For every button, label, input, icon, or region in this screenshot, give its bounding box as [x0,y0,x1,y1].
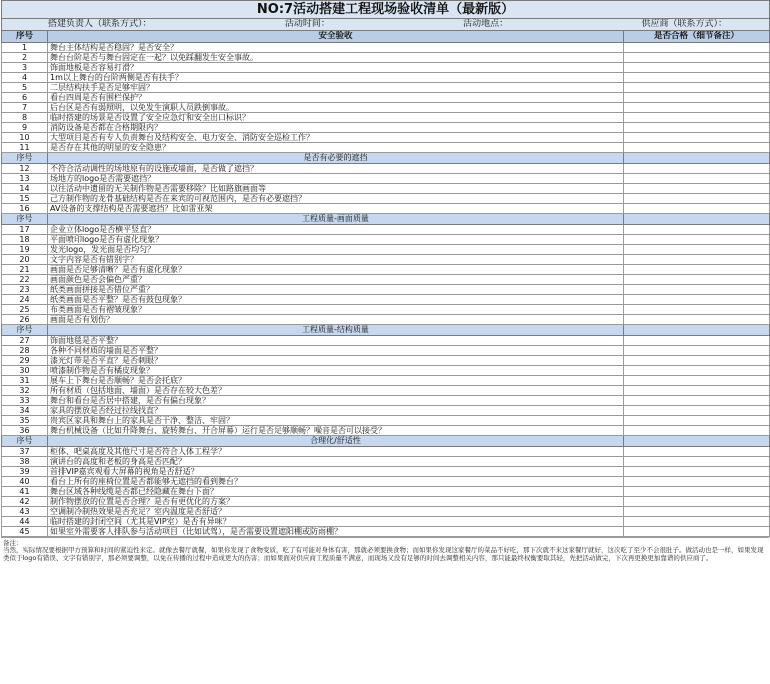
row-pass-cell[interactable] [624,194,770,204]
row-item-text: 舞台机械设备（比如升降舞台、旋转舞台、开合屏幕）运行是否足够顺畅？噪音是否可以接受？ [48,426,624,436]
row-item-text: 二层结构扶手是否足够牢固？ [48,83,624,93]
table-row [2,225,770,235]
row-number: 45 [2,527,48,537]
row-item-text: 临时搭建的场景是否设置了安全应急灯和安全出口标识？ [48,113,624,123]
table-row [2,43,770,53]
row-number: 8 [2,113,48,123]
row-number: 23 [2,285,48,295]
row-item-text: 后台区是否有弱照明，以免发生演职人员跌倒事故。 [48,103,624,113]
table-row [2,336,770,346]
row-number: 14 [2,184,48,194]
row-pass-cell[interactable] [624,517,770,527]
table-row [2,93,770,103]
row-item-text: 1m以上舞台的台阶两侧是否有扶手？ [48,73,624,83]
table-row [2,143,770,153]
row-number: 16 [2,204,48,214]
row-pass-cell[interactable] [624,507,770,517]
row-number: 10 [2,133,48,143]
row-pass-cell[interactable] [624,386,770,396]
table-row [2,517,770,527]
row-pass-cell[interactable] [624,356,770,366]
row-item-text: 舞台主体结构是否稳固？是否安全？ [48,43,624,53]
section-title: 工程质量-结构质量 [48,325,624,336]
row-pass-cell[interactable] [624,83,770,93]
column-header-ok: 是否合格（细节备注） [624,31,770,43]
row-item-text: 舞台区域各种线缆是否都已经隐藏在舞台下面？ [48,487,624,497]
table-row [2,457,770,467]
row-item-text: 制作物摆放的位置是否合理？是否有更优化的方案？ [48,497,624,507]
row-pass-cell[interactable] [624,285,770,295]
row-item-text: 消防设备是否都在合格期限内？ [48,123,624,133]
row-pass-cell[interactable] [624,53,770,63]
row-pass-cell[interactable] [624,426,770,436]
row-number: 36 [2,426,48,436]
section-header-no: 序号 [2,153,48,164]
row-number: 35 [2,416,48,426]
table-row [2,396,770,406]
column-header-item: 安全验收 [48,31,624,43]
table-row [2,235,770,245]
row-number: 11 [2,143,48,153]
info-place: 活动地点： [463,19,509,29]
row-item-text: 舞台和看台是否居中搭建，是否有偏台现象？ [48,396,624,406]
row-number: 5 [2,83,48,93]
row-pass-cell[interactable] [624,416,770,426]
row-pass-cell[interactable] [624,164,770,174]
row-item-text: 画面是否足够清晰？是否有虚化现象？ [48,265,624,275]
row-pass-cell[interactable] [624,43,770,53]
row-item-text: 纸类画面拼接是否错位严重？ [48,285,624,295]
row-pass-cell[interactable] [624,366,770,376]
table-row [2,426,770,436]
row-item-text: 饰面地板是否容易打滑？ [48,63,624,73]
row-pass-cell[interactable] [624,457,770,467]
row-number: 4 [2,73,48,83]
notes-text: 当然，实际情况要根据甲方预算和时间的紧迫性来定。就像去餐厅就餐，如果你发现了食物变质，吃了有可能对身体有害，那就必须要换食物；而如果你发现这家餐厅的菜品不好吃，那下次就不来这家餐厅就好，这次吃了至少不会很肚子。做活动也是一样，如果发现类似于logo有错误、文字有错别字，那必须要调整，以免在传播的过程中造成更大的伤害；而如果面对供应商工程质量不满意，而现场又没有足够的时间去调整相关内容，那只能最终权衡要取其轻，先把活动做完，下次再更换更加靠谱的供应商了。 [3,546,764,562]
table-row [2,295,770,305]
row-number: 25 [2,305,48,315]
row-pass-cell[interactable] [624,336,770,346]
row-item-text: 己方制作物的龙骨基础结构是否在来宾的可视范围内，是否有必要遮挡？ [48,194,624,204]
table-row [2,174,770,184]
row-pass-cell[interactable] [624,376,770,386]
row-pass-cell[interactable] [624,123,770,133]
section-header-row [2,325,770,336]
row-number: 40 [2,477,48,487]
row-pass-cell[interactable] [624,174,770,184]
table-row [2,467,770,477]
table-row [2,255,770,265]
section-header-ok [624,325,770,336]
table-row [2,275,770,285]
row-item-text: 如果室外需要客人排队参与活动项目（比如试驾），是否需要设置遮阳棚或防雨棚？ [48,527,624,537]
row-number: 26 [2,315,48,325]
row-number: 18 [2,235,48,245]
row-pass-cell[interactable] [624,133,770,143]
table-row [2,315,770,325]
table-row [2,123,770,133]
row-number: 20 [2,255,48,265]
row-number: 33 [2,396,48,406]
row-item-text: 舞台台阶是否与舞台固定在一起？以免踩翻发生安全事故。 [48,53,624,63]
row-pass-cell[interactable] [624,295,770,305]
row-pass-cell[interactable] [624,93,770,103]
table-row [2,113,770,123]
row-item-text: 文字内容是否有错别字？ [48,255,624,265]
row-item-text: 演讲台的高度和老板的身高是否匹配？ [48,457,624,467]
info-time: 活动时间： [284,19,330,29]
info-supplier: 供应商（联系方式）： [641,19,727,29]
section-header-ok [624,153,770,164]
table-row [2,527,770,537]
row-item-text: 家具的摆放是否经过拉线找直？ [48,406,624,416]
row-item-text: 饰面地毯是否平整？ [48,336,624,346]
row-item-text: 布类画面是否有褶皱现象？ [48,305,624,315]
table-row [2,416,770,426]
table-row [2,285,770,295]
section-header-no: 序号 [2,214,48,225]
row-pass-cell[interactable] [624,103,770,113]
row-pass-cell[interactable] [624,346,770,356]
row-pass-cell[interactable] [624,204,770,214]
row-number: 38 [2,457,48,467]
row-item-text: 看台四周是否有围栏保护？ [48,93,624,103]
row-item-text: 以往活动中遗留的无关制作物是否需要移除？比如路旗画面等 [48,184,624,194]
table-row [2,487,770,497]
table-row [2,366,770,376]
section-title: 是否有必要的遮挡 [48,153,624,164]
row-number: 37 [2,447,48,457]
row-item-text: 纸类画面是否平整？是否有鼓包现象？ [48,295,624,305]
column-header-no: 序号 [2,31,48,43]
row-item-text: 画面颜色是否会偏色严重？ [48,275,624,285]
row-number: 15 [2,194,48,204]
acceptance-checklist [1,0,769,562]
row-pass-cell[interactable] [624,396,770,406]
table-row [2,194,770,204]
row-pass-cell[interactable] [624,406,770,416]
row-item-text: 是否存在其他的明显的安全隐患？ [48,143,624,153]
row-pass-cell[interactable] [624,447,770,457]
row-item-text: 临时搭建的封闭空间（尤其是VIP室）是否有异味？ [48,517,624,527]
table-row [2,497,770,507]
row-item-text: 空调制冷制热效果是否充足？室内温度是否舒适？ [48,507,624,517]
row-number: 28 [2,346,48,356]
row-number: 42 [2,497,48,507]
row-pass-cell[interactable] [624,245,770,255]
row-pass-cell[interactable] [624,73,770,83]
row-number: 12 [2,164,48,174]
row-pass-cell[interactable] [624,527,770,537]
row-item-text: 展车上下舞台是否顺畅？是否会托底？ [48,376,624,386]
table-row [2,305,770,315]
table-row [2,477,770,487]
row-pass-cell[interactable] [624,255,770,265]
table-row [2,53,770,63]
row-number: 2 [2,53,48,63]
row-pass-cell[interactable] [624,275,770,285]
table-row [2,346,770,356]
row-item-text: 各种不同材质的墙面是否平整？ [48,346,624,356]
table-row [2,386,770,396]
row-item-text: 喷漆制作物是否有橘皮现象？ [48,366,624,376]
row-number: 27 [2,336,48,346]
row-number: 43 [2,507,48,517]
title-row [2,1,770,19]
row-number: 29 [2,356,48,366]
section-title: 合理化/舒适性 [48,436,624,447]
row-number: 34 [2,406,48,416]
row-number: 41 [2,487,48,497]
row-item-text: 首排VIP嘉宾观看大屏幕的视角是否舒适？ [48,467,624,477]
section-header-row [2,436,770,447]
row-item-text: 漆光灯带是否平直？是否刺眼？ [48,356,624,366]
row-pass-cell[interactable] [624,113,770,123]
table-row [2,507,770,517]
row-pass-cell[interactable] [624,184,770,194]
row-item-text: 大型项目是否有专人负责舞台及结构安全、电力安全、消防安全巡检工作？ [48,133,624,143]
row-number: 39 [2,467,48,477]
row-pass-cell[interactable] [624,305,770,315]
table-row [2,164,770,174]
row-pass-cell[interactable] [624,265,770,275]
row-item-text: 平面喷印logo是否有虚化现象？ [48,235,624,245]
row-item-text: 发光logo，发光面是否均匀？ [48,245,624,255]
row-number: 21 [2,265,48,275]
info-person: 搭建负责人（联系方式）： [48,19,152,29]
row-number: 24 [2,295,48,305]
section-header-no: 序号 [2,436,48,447]
row-pass-cell[interactable] [624,467,770,477]
table-row [2,184,770,194]
row-pass-cell[interactable] [624,487,770,497]
row-number: 17 [2,225,48,235]
notes [1,537,769,562]
row-pass-cell[interactable] [624,497,770,507]
table-row [2,83,770,93]
row-pass-cell[interactable] [624,315,770,325]
row-number: 3 [2,63,48,73]
row-number: 31 [2,376,48,386]
table-row [2,245,770,255]
row-item-text: AV设备的支撑结构是否需要遮挡？比如雷亚架 [48,204,624,214]
row-item-text: 柜体、吧桌高度及其他尺寸是否符合人体工程学？ [48,447,624,457]
row-number: 30 [2,366,48,376]
table-row [2,63,770,73]
row-item-text: 企业立体logo是否横平竖直？ [48,225,624,235]
row-pass-cell[interactable] [624,143,770,153]
section-header-ok [624,214,770,225]
section-header-no: 序号 [2,325,48,336]
row-item-text: 看台上所有的座椅位置是否都能够无遮挡的看到舞台？ [48,477,624,487]
table-row [2,447,770,457]
row-item-text: 场地方的logo是否需要遮挡？ [48,174,624,184]
row-pass-cell[interactable] [624,477,770,487]
section-header-row [2,153,770,164]
row-number: 32 [2,386,48,396]
section-header-row [2,214,770,225]
row-number: 44 [2,517,48,527]
row-number: 1 [2,43,48,53]
section-title: 工程质量-画面质量 [48,214,624,225]
table-row [2,406,770,416]
row-item-text: 不符合活动调性的场地原有的设施或墙面，是否做了遮挡？ [48,164,624,174]
notes-label: 备注： [3,539,23,547]
table-row [2,265,770,275]
info-row [2,19,770,31]
row-pass-cell[interactable] [624,235,770,245]
checklist-table [1,0,770,537]
column-header-row [2,31,770,43]
row-number: 6 [2,93,48,103]
table-row [2,103,770,113]
table-row [2,73,770,83]
table-row [2,133,770,143]
row-pass-cell[interactable] [624,63,770,73]
section-header-ok [624,436,770,447]
row-number: 9 [2,123,48,133]
row-item-text: 所有材质（包括地面、墙面）是否存在较大色差？ [48,386,624,396]
page-title: NO:7活动搭建工程现场验收清单（最新版） [2,1,770,19]
row-number: 22 [2,275,48,285]
table-row [2,204,770,214]
row-number: 19 [2,245,48,255]
table-row [2,376,770,386]
row-number: 7 [2,103,48,113]
row-item-text: 画面是否有划伤？ [48,315,624,325]
table-row [2,356,770,366]
row-item-text: 贵宾区家具和舞台上的家具是否干净、整洁、牢固？ [48,416,624,426]
row-pass-cell[interactable] [624,225,770,235]
row-number: 13 [2,174,48,184]
